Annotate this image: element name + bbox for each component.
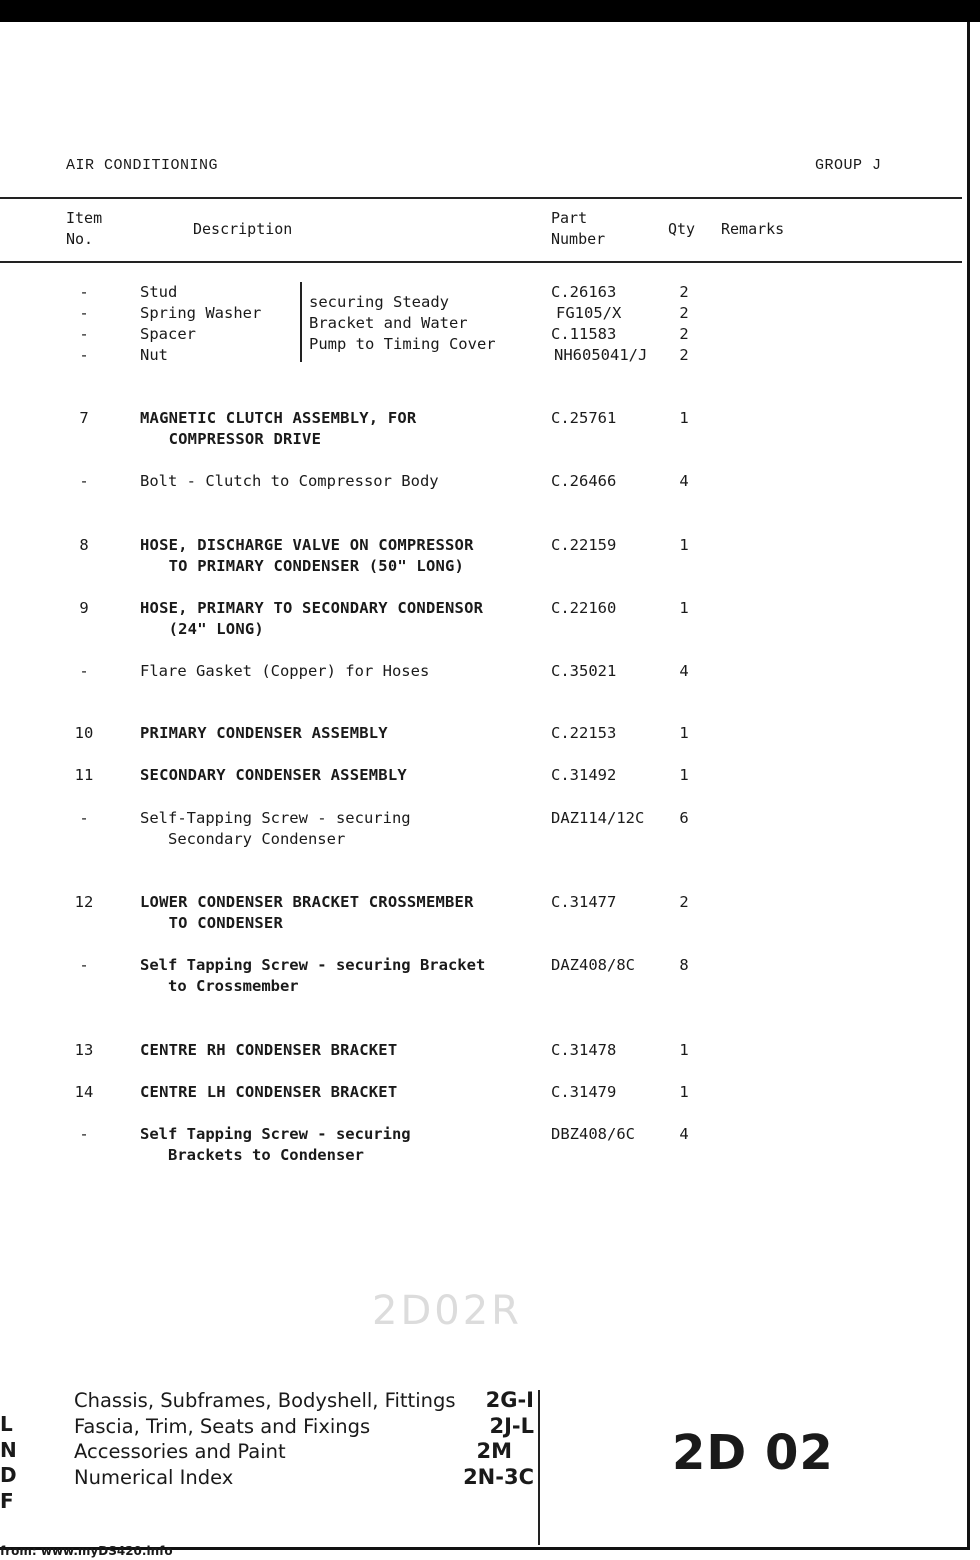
group-label: GROUP J <box>815 157 882 174</box>
part-number: C.26163 <box>551 283 617 301</box>
item-number: - <box>79 304 89 322</box>
quantity: 1 <box>679 599 689 617</box>
quantity: 4 <box>679 472 689 490</box>
quantity: 1 <box>679 1083 689 1101</box>
index-label: Fascia, Trim, Seats and Fixings <box>74 1414 371 1438</box>
item-number: 14 <box>74 1083 94 1101</box>
section-title: AIR CONDITIONING <box>66 157 219 174</box>
part-number: C.31478 <box>551 1041 617 1059</box>
index-entry <box>74 1465 534 1491</box>
quantity: 8 <box>679 956 689 974</box>
margin-letter: L <box>0 1412 13 1436</box>
description: Bolt - Clutch to Compressor Body <box>140 472 439 490</box>
part-number: C.22153 <box>551 724 617 742</box>
item-number: 12 <box>74 893 94 911</box>
quantity: 1 <box>679 536 689 554</box>
quantity: 4 <box>679 1125 689 1143</box>
description: LOWER CONDENSER BRACKET CROSSMEMBER TO CONDENSER <box>140 893 474 932</box>
description: CENTRE RH CONDENSER BRACKET <box>140 1041 398 1059</box>
item-number: - <box>79 809 89 827</box>
part-number: DAZ114/12C <box>551 809 645 827</box>
item-number: - <box>79 1125 89 1143</box>
quantity: 4 <box>679 662 689 680</box>
quantity: 1 <box>679 1041 689 1059</box>
index-entry <box>74 1414 534 1440</box>
part-number: C.25761 <box>551 409 617 427</box>
quantity: 2 <box>679 346 689 364</box>
description: HOSE, DISCHARGE VALVE ON COMPRESSOR TO PRIMARY CONDENSER (50" LONG) <box>140 536 474 575</box>
part-number: C.11583 <box>551 325 617 343</box>
index-code: 2N-3C <box>463 1464 534 1489</box>
margin-letter: D <box>0 1463 17 1487</box>
index-code: 2M <box>476 1439 512 1463</box>
fiche-index <box>74 1388 534 1490</box>
item-number: - <box>79 283 89 301</box>
item-number: - <box>79 346 89 364</box>
column-header-item: Item No. <box>66 209 103 248</box>
faint-stamp: 2D02R <box>372 1288 522 1334</box>
quantity: 6 <box>679 809 689 827</box>
column-header-remarks: Remarks <box>721 220 785 238</box>
index-label: Accessories and Paint <box>74 1440 286 1463</box>
quantity: 1 <box>679 766 689 784</box>
quantity: 1 <box>679 409 689 427</box>
index-label: Numerical Index <box>74 1465 234 1489</box>
quantity: 2 <box>679 325 689 343</box>
index-entry <box>74 1439 534 1465</box>
index-code: 2J-L <box>489 1413 534 1438</box>
margin-letter: F <box>0 1488 14 1513</box>
margin-letter: N <box>0 1437 17 1462</box>
part-number: NH605041/J <box>554 346 648 364</box>
column-header-description: Description <box>193 220 293 238</box>
part-number: C.22160 <box>551 599 617 617</box>
left-margin-index-letters <box>0 1412 22 1514</box>
description: Self Tapping Screw - securing Brackets to Condenser <box>140 1125 411 1164</box>
item-number: - <box>79 325 89 343</box>
part-number: C.26466 <box>551 472 617 490</box>
quantity: 1 <box>679 724 689 742</box>
description: Self-Tapping Screw - securing Secondary Condenser <box>140 809 411 848</box>
part-number: C.22159 <box>551 536 617 554</box>
index-entry <box>74 1388 534 1414</box>
item-number: 7 <box>79 409 89 427</box>
description: HOSE, PRIMARY TO SECONDARY CONDENSOR (24" LONG) <box>140 599 484 638</box>
part-number: C.31477 <box>551 893 617 911</box>
fiche-number: 2D 02 <box>672 1425 834 1481</box>
column-header-qty: Qty <box>668 220 696 238</box>
part-number: DBZ408/6C <box>551 1125 635 1143</box>
quantity: 2 <box>679 304 689 322</box>
column-header-part-number: Part Number <box>551 209 606 248</box>
quantity: 2 <box>679 283 689 301</box>
description: Flare Gasket (Copper) for Hoses <box>140 662 430 680</box>
item-number: - <box>79 472 89 490</box>
part-number: FG105/X <box>556 304 622 322</box>
description: CENTRE LH CONDENSER BRACKET <box>140 1083 398 1101</box>
item-number: - <box>79 956 89 974</box>
description: Self Tapping Screw - securing Bracket to Crossmember <box>140 956 486 995</box>
part-number: C.35021 <box>551 662 617 680</box>
part-number: C.31479 <box>551 1083 617 1101</box>
quantity: 2 <box>679 893 689 911</box>
item-number: 9 <box>79 599 89 617</box>
bracketed-note: securing Steady Bracket and Water Pump to Timing Cover <box>309 293 496 353</box>
item-number: - <box>79 662 89 680</box>
description: PRIMARY CONDENSER ASSEMBLY <box>140 724 388 742</box>
item-number: 11 <box>74 766 94 784</box>
part-number: DAZ408/8C <box>551 956 635 974</box>
item-number: 13 <box>74 1041 94 1059</box>
description: SECONDARY CONDENSER ASSEMBLY <box>140 766 407 784</box>
item-number: 10 <box>74 724 94 742</box>
index-divider <box>538 1390 540 1545</box>
item-number: 8 <box>79 536 89 554</box>
description: Spacer <box>140 325 196 343</box>
index-code: 2G-I <box>485 1388 534 1412</box>
description: Stud <box>140 283 178 301</box>
index-label: Chassis, Subframes, Bodyshell, Fittings <box>74 1389 456 1412</box>
description: MAGNETIC CLUTCH ASSEMBLY, FOR COMPRESSOR DRIVE <box>140 409 417 448</box>
description: Spring Washer <box>140 304 262 322</box>
description: Nut <box>140 346 168 364</box>
part-number: C.31492 <box>551 766 617 784</box>
source-footer: from: www.myDS420.info <box>0 1544 173 1558</box>
